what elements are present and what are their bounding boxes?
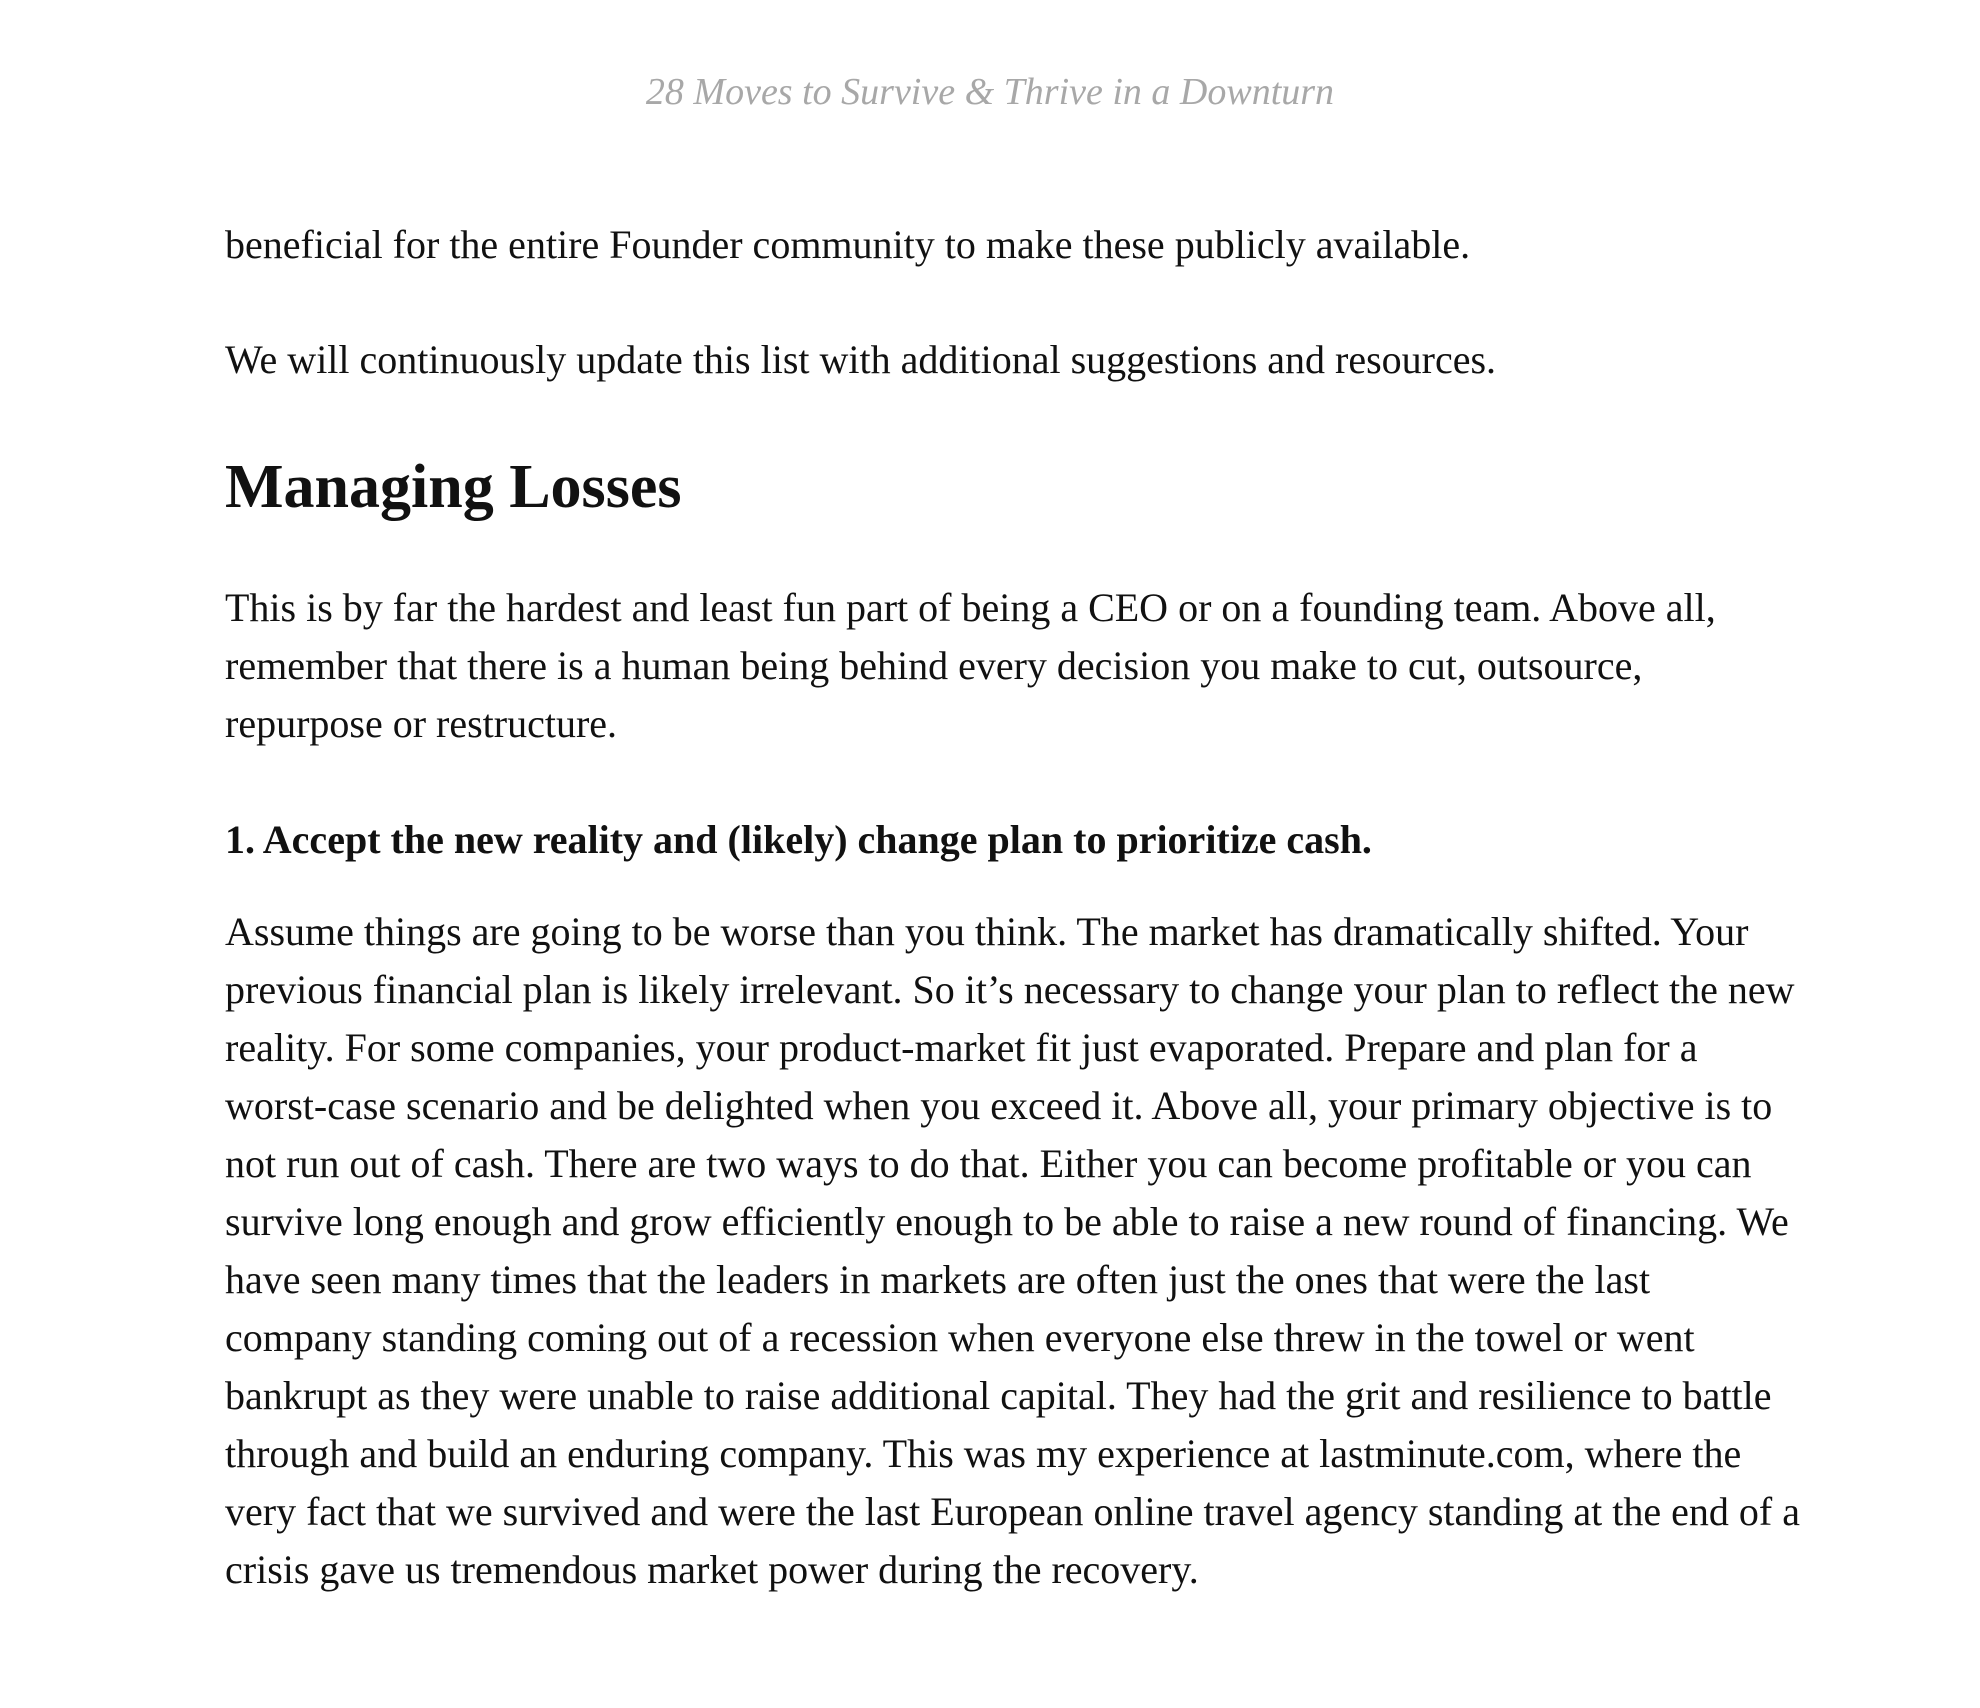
section-heading-managing-losses: Managing Losses xyxy=(225,453,682,521)
page-content xyxy=(225,216,1805,1599)
running-header-title: 28 Moves to Survive & Thrive in a Downturn xyxy=(645,71,1335,113)
update-note-paragraph: We will continuously update this list with additional suggestions and resources. xyxy=(225,337,1497,382)
intro-continuation-paragraph: beneficial for the entire Founder community to make these publicly available. xyxy=(225,222,1471,267)
move-1-heading: 1. Accept the new reality and (likely) change plan to prioritize cash. xyxy=(225,817,1372,862)
move-1-paragraph: Assume things are going to be worse than you think. The market has dramatically shifted. Your previous financial plan is likely irrelevant. So it’s necessary to change your plan to reflect the new reality. For some companies, your product-market fit just evaporated. Prepare and plan for a worst-case scenario and be delighted when you exceed it. Above all, your primary objective is to not run out of cash. There are two ways to do that. Either you can become profitable or you can survive long enough and grow efficiently enough to be able to raise a new round of financing. We have seen many times that the leaders in markets are often just the ones that were the last company standing coming out of a recession when everyone else threw in the towel or went bankrupt as they were unable to raise additional capital. They had the grit and resilience to battle through and build an enduring company. This was my experience at lastminute.com, where the very fact that we survived and were the last European online travel agency standing at the end of a crisis gave us tremendous market power during the recovery. xyxy=(225,909,1800,1592)
section-intro-paragraph: This is by far the hardest and least fun part of being a CEO or on a founding team. Above all, remember that there is a human being behind every decision you make to cut, outsource, repurpose or restructure. xyxy=(225,585,1716,746)
